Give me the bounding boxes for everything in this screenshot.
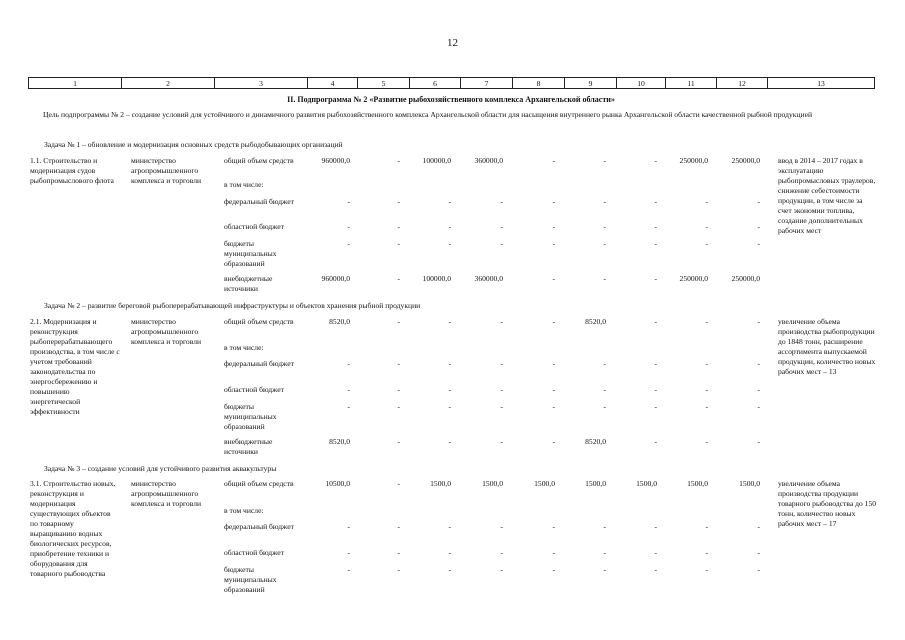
funding-value: 8520,0 (329, 317, 350, 326)
funding-value: 360000,0 (474, 156, 503, 165)
header-col-13: 13 (768, 78, 875, 89)
funding-value: - (705, 565, 708, 574)
funding-value: - (603, 565, 606, 574)
measure-name: 1.1. Строительство и модернизация судов рыбопромыслового флота (30, 156, 114, 185)
funding-value: - (500, 317, 503, 326)
funding-value: - (397, 156, 400, 165)
funding-value: - (448, 359, 451, 368)
funding-value: - (552, 437, 555, 446)
funding-value: - (705, 222, 708, 231)
funding-value: - (654, 156, 657, 165)
header-col-6: 6 (410, 78, 461, 89)
funding-value: - (552, 156, 555, 165)
funding-value: - (397, 437, 400, 446)
funding-value: - (757, 385, 760, 394)
task-title: Задача № 1 – обновление и модернизация основных средств рыбодобывающих организаций (44, 140, 343, 149)
funding-source-label: областной бюджет (224, 548, 284, 557)
funding-value: - (654, 522, 657, 531)
funding-value: - (757, 222, 760, 231)
funding-value: - (448, 565, 451, 574)
funding-value: - (603, 197, 606, 206)
header-col-4: 4 (308, 78, 358, 89)
funding-value: - (448, 197, 451, 206)
funding-value: - (552, 565, 555, 574)
page-number: 12 (447, 37, 458, 49)
funding-value: - (654, 385, 657, 394)
header-col-11: 11 (666, 78, 717, 89)
funding-value: - (448, 222, 451, 231)
funding-value: - (654, 317, 657, 326)
funding-value: 8520,0 (585, 437, 606, 446)
funding-source-label: в том числе: (224, 343, 264, 352)
funding-source-label: в том числе: (224, 180, 264, 189)
funding-value: - (500, 197, 503, 206)
funding-value: - (757, 522, 760, 531)
funding-value: - (705, 522, 708, 531)
funding-value: 360000,0 (474, 274, 503, 283)
funding-value: - (347, 565, 350, 574)
funding-value: 960000,0 (321, 274, 350, 283)
funding-value: 250000,0 (731, 156, 760, 165)
funding-value: - (500, 437, 503, 446)
funding-value: - (705, 402, 708, 411)
funding-value: - (654, 437, 657, 446)
funding-value: - (552, 548, 555, 557)
funding-value: - (552, 317, 555, 326)
funding-value: - (552, 385, 555, 394)
funding-value: - (552, 222, 555, 231)
expected-result: увеличение объема производства рыбопродукции до 1848 тонн, расширение ассортимента выпускаемой продукции, количество новых рабочих мест – 13 (778, 317, 876, 376)
funding-source-label: общий объем средств (224, 156, 294, 165)
header-col-9: 9 (565, 78, 617, 89)
funding-value: - (603, 548, 606, 557)
funding-value: 100000,0 (422, 156, 451, 165)
funding-value: - (705, 239, 708, 248)
funding-value: - (757, 402, 760, 411)
funding-value: - (552, 274, 555, 283)
funding-value: 1500,0 (482, 479, 503, 488)
funding-value: - (654, 548, 657, 557)
funding-value: - (347, 522, 350, 531)
funding-value: 8520,0 (585, 317, 606, 326)
funding-value: - (654, 239, 657, 248)
header-col-8: 8 (513, 78, 565, 89)
funding-source-label: общий объем средств (224, 317, 294, 326)
funding-value: - (552, 522, 555, 531)
funding-value: - (705, 548, 708, 557)
executor: министерство агропромышленного комплекса и торговли (131, 479, 202, 508)
funding-value: - (500, 522, 503, 531)
section-title: II. Подпрограмма № 2 «Развитие рыбохозяйственного комплекса Архангельской области» (287, 95, 615, 104)
funding-value: - (347, 222, 350, 231)
funding-value: - (552, 359, 555, 368)
funding-value: 100000,0 (422, 274, 451, 283)
header-col-10: 10 (617, 78, 666, 89)
funding-value: 1500,0 (739, 479, 760, 488)
funding-value: - (705, 437, 708, 446)
funding-value: - (347, 385, 350, 394)
funding-value: 960000,0 (321, 156, 350, 165)
funding-value: - (448, 548, 451, 557)
funding-value: - (603, 402, 606, 411)
funding-source-label: областной бюджет (224, 385, 284, 394)
funding-value: - (654, 359, 657, 368)
funding-value: - (500, 385, 503, 394)
funding-value: - (552, 197, 555, 206)
funding-value: - (397, 359, 400, 368)
funding-value: 250000,0 (731, 274, 760, 283)
header-col-1: 1 (29, 78, 122, 89)
expected-result: увеличение объема производства продукции товарного рыбоводства до 150 тонн, количество новых рабочих мест – 17 (778, 479, 877, 528)
funding-value: - (448, 522, 451, 531)
funding-value: - (603, 239, 606, 248)
funding-value: 1500,0 (430, 479, 451, 488)
funding-value: - (603, 359, 606, 368)
funding-source-label: в том числе: (224, 506, 264, 515)
funding-value: 8520,0 (329, 437, 350, 446)
funding-value: - (654, 274, 657, 283)
funding-value: - (448, 385, 451, 394)
funding-value: 1500,0 (687, 479, 708, 488)
executor: министерство агропромышленного комплекса и торговли (131, 156, 202, 185)
header-col-2: 2 (122, 78, 215, 89)
funding-source-label: бюджеты муниципальных образований (224, 565, 277, 594)
funding-value: - (500, 548, 503, 557)
funding-value: 250000,0 (679, 156, 708, 165)
funding-value: 1500,0 (585, 479, 606, 488)
funding-value: - (397, 565, 400, 574)
funding-value: - (397, 222, 400, 231)
header-col-12: 12 (717, 78, 768, 89)
funding-value: 10500,0 (325, 479, 350, 488)
funding-value: - (397, 239, 400, 248)
funding-source-label: внебюджетные источники (224, 274, 273, 293)
funding-value: - (757, 548, 760, 557)
funding-value: - (654, 565, 657, 574)
measure-name: 2.1. Модернизация и реконструкция рыбоперерабатывающего производства, в том числе с учетом требований законодательства по энергосбережению и повышению энергетической эффективности (30, 317, 120, 416)
executor: министерство агропромышленного комплекса и торговли (131, 317, 202, 346)
funding-value: - (397, 548, 400, 557)
funding-value: - (448, 402, 451, 411)
funding-value: 250000,0 (679, 274, 708, 283)
task-title: Задача № 3 – создание условий для устойчивого развития аквакультуры (44, 464, 277, 473)
expected-result: ввод в 2014 – 2017 годах в эксплуатацию рыбопромысловых траулеров, снижение себестоимости продукции, в том числе за счет экономии топлива, создание дополнительных рабочих мест (778, 156, 876, 235)
funding-value: - (347, 239, 350, 248)
funding-value: - (397, 522, 400, 531)
funding-source-label: федеральный бюджет (224, 197, 294, 206)
funding-source-label: федеральный бюджет (224, 359, 294, 368)
column-number-header (28, 77, 875, 89)
funding-source-label: общий объем средств (224, 479, 294, 488)
funding-value: - (654, 197, 657, 206)
funding-value: - (603, 385, 606, 394)
funding-source-label: областной бюджет (224, 222, 284, 231)
funding-value: - (705, 385, 708, 394)
funding-value: - (654, 402, 657, 411)
funding-value: 1500,0 (636, 479, 657, 488)
funding-value: - (757, 565, 760, 574)
funding-value: - (757, 239, 760, 248)
header-col-7: 7 (461, 78, 513, 89)
funding-value: - (603, 522, 606, 531)
funding-value: - (397, 197, 400, 206)
funding-value: - (448, 317, 451, 326)
funding-value: - (397, 317, 400, 326)
funding-value: - (500, 402, 503, 411)
task-title: Задача № 2 – развитие береговой рыбоперерабатывающей инфраструктуры и объектов хранения рыбной продукции (44, 301, 421, 310)
funding-value: - (705, 359, 708, 368)
funding-value: - (347, 548, 350, 557)
funding-value: - (603, 222, 606, 231)
funding-value: - (397, 274, 400, 283)
funding-value: - (448, 437, 451, 446)
header-col-5: 5 (358, 78, 410, 89)
funding-value: - (397, 402, 400, 411)
funding-value: - (500, 239, 503, 248)
funding-value: - (448, 239, 451, 248)
funding-source-label: бюджеты муниципальных образований (224, 402, 277, 431)
measure-name: 3.1. Строительство новых, реконструкция и модернизация существующих объектов по товарному выращиванию водных биологических ресурсов, приобретение техники и оборудования для товарного рыбоводства (30, 479, 116, 578)
funding-value: 1500,0 (534, 479, 555, 488)
subprogram-goal: Цель подпрограммы № 2 – создание условий для устойчивого и динамичного развития рыбохозяйственного комплекса Архангельской области для насыщения внутреннего рынка Архангельской области качественной рыбной продукцией (43, 110, 813, 119)
header-col-3: 3 (215, 78, 308, 89)
funding-source-label: бюджеты муниципальных образований (224, 239, 277, 268)
funding-value: - (552, 402, 555, 411)
funding-value: - (500, 359, 503, 368)
funding-value: - (603, 156, 606, 165)
funding-value: - (654, 222, 657, 231)
funding-value: - (757, 197, 760, 206)
funding-value: - (705, 317, 708, 326)
funding-value: - (757, 359, 760, 368)
funding-value: - (705, 197, 708, 206)
funding-value: - (500, 565, 503, 574)
funding-value: - (347, 197, 350, 206)
funding-value: - (603, 274, 606, 283)
funding-value: - (552, 239, 555, 248)
funding-source-label: внебюджетные источники (224, 437, 273, 456)
funding-value: - (347, 359, 350, 368)
funding-value: - (500, 222, 503, 231)
funding-value: - (757, 317, 760, 326)
funding-value: - (347, 402, 350, 411)
funding-value: - (397, 385, 400, 394)
funding-value: - (757, 437, 760, 446)
funding-source-label: федеральный бюджет (224, 522, 294, 531)
funding-value: - (397, 479, 400, 488)
